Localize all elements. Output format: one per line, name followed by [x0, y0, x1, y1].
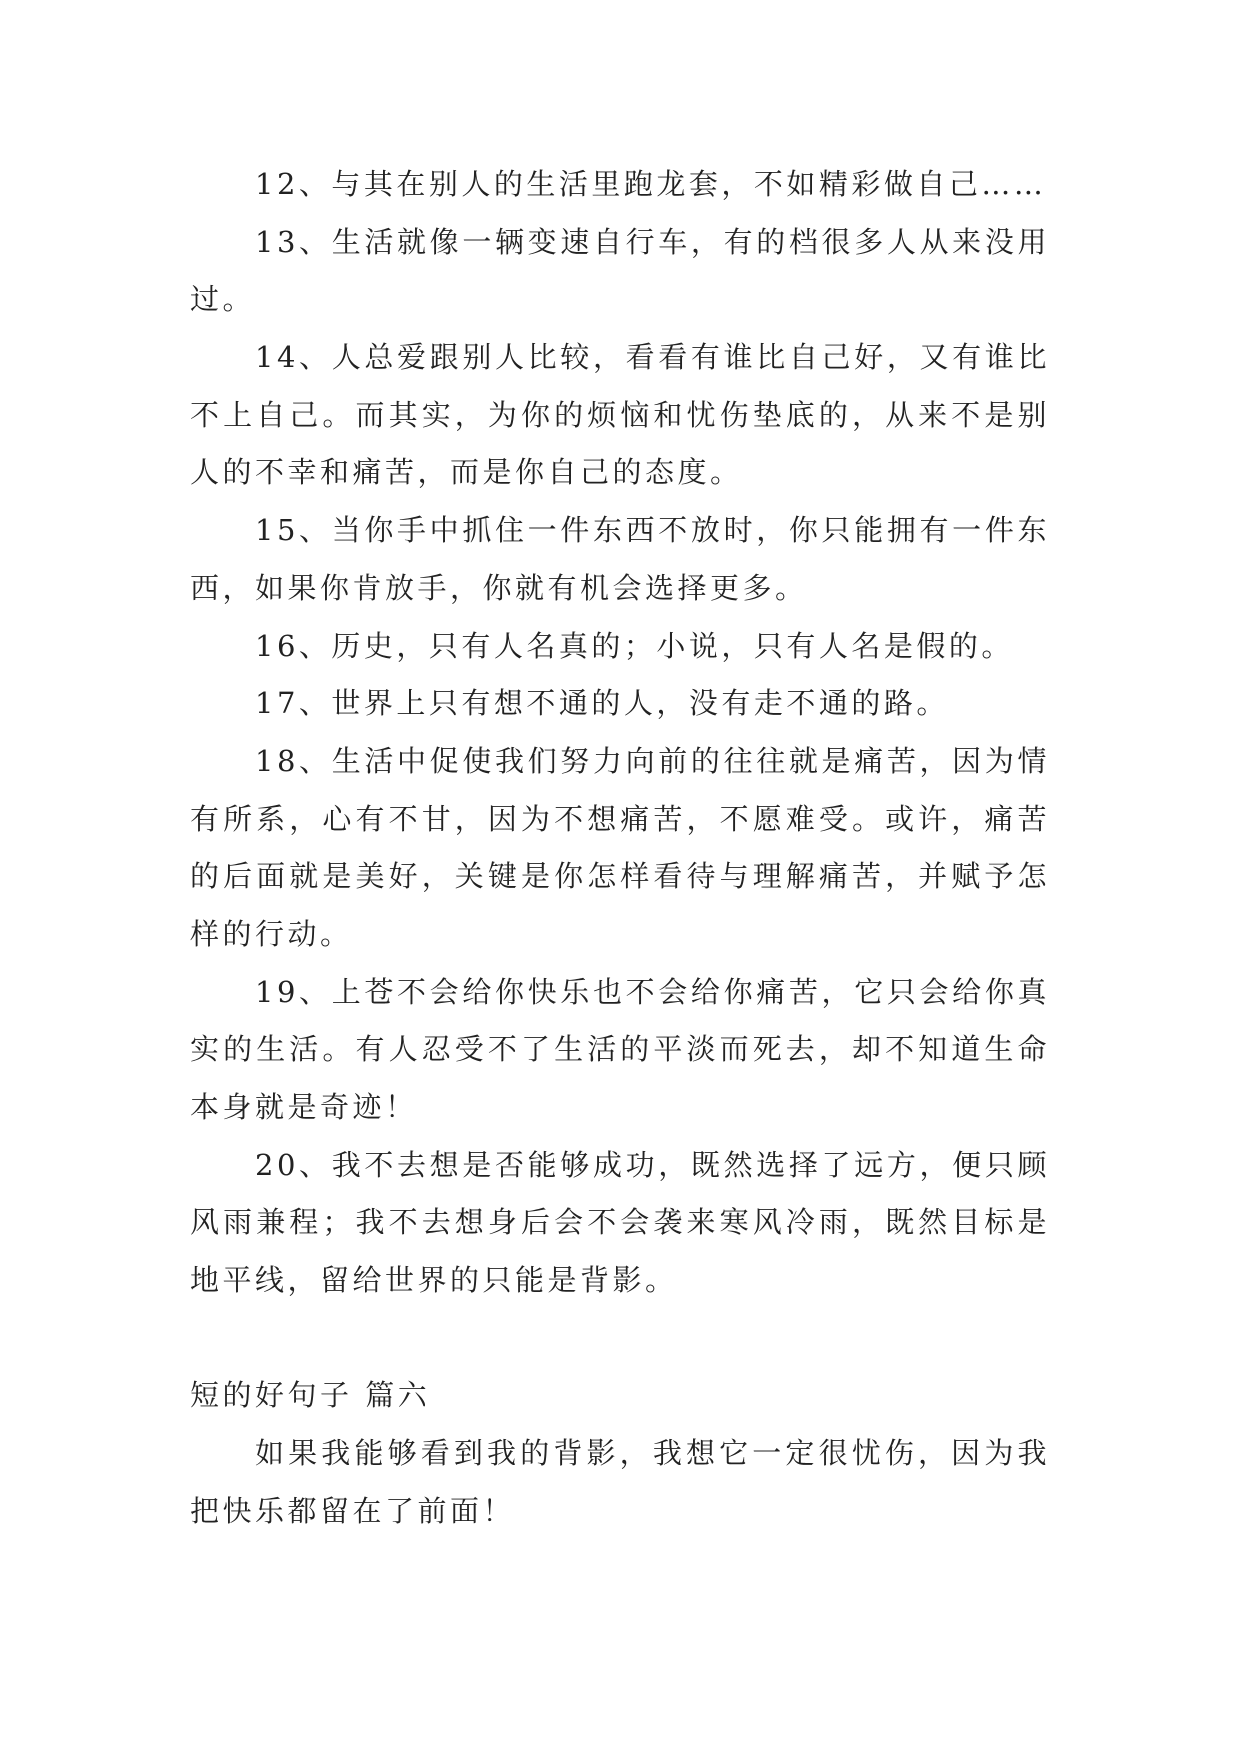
text-line: 把快乐都留在了前面！: [190, 1493, 516, 1528]
text-line: 12、与其在别人的生活里跑龙套，不如精彩做自己……: [255, 167, 1047, 201]
paragraph-16: [190, 618, 1050, 676]
text-line: 人的不幸和痛苦，而是你自己的态度。: [190, 455, 743, 490]
section-paragraph: [190, 1425, 1050, 1540]
text-line: 过。: [190, 282, 256, 317]
text-line: 15、当你手中抓住一件东西不放时，你只能拥有一件东: [255, 513, 1050, 548]
paragraph-13: [190, 214, 1050, 329]
text-line: 地平线，留给世界的只能是背影。: [190, 1263, 678, 1298]
text-line: 如果我能够看到我的背影，我想它一定很忧伤，因为我: [255, 1436, 1050, 1471]
document-body: [190, 156, 1050, 1541]
paragraph-18: [190, 733, 1050, 964]
paragraph-14: [190, 329, 1050, 502]
paragraph-17: [190, 675, 1050, 733]
text-line: 样的行动。: [190, 916, 353, 951]
text-line: 不上自己。而其实，为你的烦恼和忧伤垫底的，从来不是别: [190, 397, 1050, 432]
text-line: 18、生活中促使我们努力向前的往往就是痛苦，因为情: [255, 743, 1050, 778]
text-line: 17、世界上只有想不通的人，没有走不通的路。: [255, 686, 949, 721]
text-line: 有所系，心有不甘，因为不想痛苦，不愿难受。或许，痛苦: [190, 801, 1050, 836]
text-line: 14、人总爱跟别人比较，看看有谁比自己好，又有谁比: [255, 340, 1050, 375]
text-line: 13、生活就像一辆变速自行车，有的档很多人从来没用: [255, 224, 1050, 259]
text-line: 20、我不去想是否能够成功，既然选择了远方，便只顾: [255, 1147, 1050, 1182]
text-line: 风雨兼程；我不去想身后会不会袭来寒风冷雨，既然目标是: [190, 1205, 1050, 1240]
paragraph-19: [190, 964, 1050, 1137]
text-line: 16、历史，只有人名真的；小说，只有人名是假的。: [255, 628, 1014, 663]
text-line: 实的生活。有人忍受不了生活的平淡而死去，却不知道生命: [190, 1032, 1050, 1067]
text-line: 西，如果你肯放手，你就有机会选择更多。: [190, 570, 808, 605]
text-line: 本身就是奇迹！: [190, 1090, 418, 1124]
paragraph-12: [190, 156, 1050, 214]
section-heading: 短的好句子 篇六: [190, 1378, 431, 1413]
paragraph-20: [190, 1137, 1050, 1310]
text-line: 的后面就是美好，关键是你怎样看待与理解痛苦，并赋予怎: [190, 859, 1050, 894]
paragraph-15: [190, 502, 1050, 617]
text-line: 19、上苍不会给你快乐也不会给你痛苦，它只会给你真: [255, 974, 1050, 1009]
